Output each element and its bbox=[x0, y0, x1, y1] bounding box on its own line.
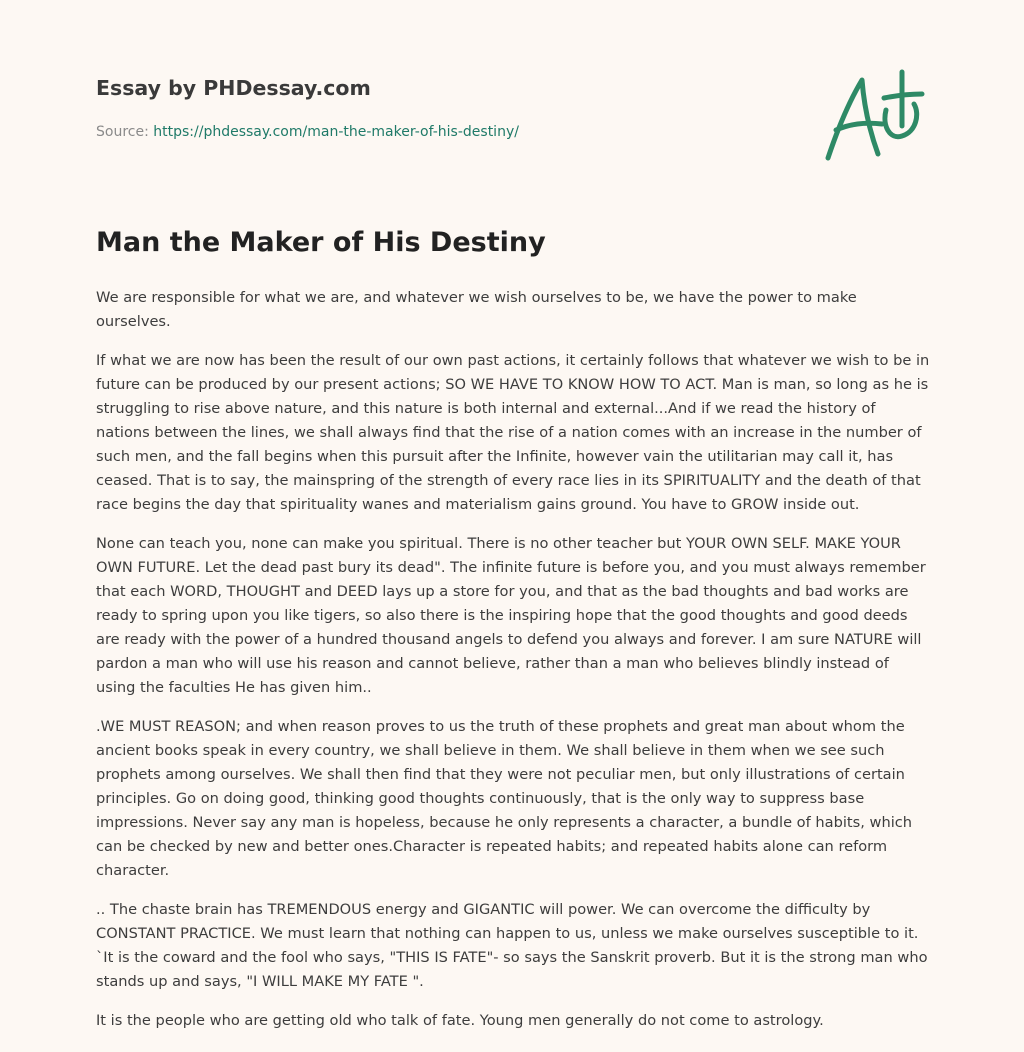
essay-paragraph: We are responsible for what we are, and whatever we wish ourselves to be, we have the power to make ourselves. bbox=[96, 289, 857, 330]
essay-paragraph: .. The chaste brain has TREMENDOUS energy and GIGANTIC will power. We can overcome the difficulty by CONSTANT PRACTICE. We must learn that nothing can happen to us, unless we make ourselves susceptible to it. `It is the coward and the fool who says, "THIS IS FATE"- so says the Sanskrit proverb. But it is the strong man who stands up and says, "I WILL MAKE MY FATE ". bbox=[96, 901, 928, 990]
source-link[interactable]: https://phdessay.com/man-the-maker-of-his-destiny/ bbox=[153, 124, 519, 140]
essay-title: Man the Maker of His Destiny bbox=[96, 227, 546, 258]
essay-body bbox=[96, 286, 930, 1048]
essay-paragraph: .WE MUST REASON; and when reason proves to us the truth of these prophets and great man about whom the ancient books speak in every country, we shall believe in them. We shall believe in them when we see such prophets among ourselves. We shall then find that they were not peculiar men, but only illustrations of certain principles. Go on doing good, thinking good thoughts continuously, that is the only way to suppress base impressions. Never say any man is hopeless, because he only represents a character, a bundle of habits, which can be checked by new and better ones.Character is repeated habits; and repeated habits alone can reform character. bbox=[96, 718, 913, 879]
essay-paragraph: If what we are now has been the result of our own past actions, it certainly follows that whatever we wish to be in future can be produced by our present actions; SO WE HAVE TO KNOW HOW TO ACT. Man is man, so long as he is struggling to rise above nature, and this nature is both internal and external...And if we read the history of nations between the lines, we shall always find that the rise of a nation comes with an increase in the number of such men, and the fall begins when this pursuit after the Infinite, however vain the utilitarian may call it, has ceased. That is to say, the mainspring of the strength of every race lies in its SPIRITUALITY and the death of that race begins the day that spirituality wanes and materialism gains ground. You have to GROW inside out. bbox=[96, 352, 930, 513]
source-label: Source: bbox=[96, 124, 149, 140]
site-title: Essay by PHDessay.com bbox=[96, 76, 371, 100]
a-plus-logo-icon bbox=[824, 66, 928, 166]
essay-paragraph: It is the people who are getting old who talk of fate. Young men generally do not come to astrology. bbox=[96, 1012, 824, 1029]
source-line bbox=[96, 124, 519, 140]
essay-paragraph: None can teach you, none can make you spiritual. There is no other teacher but YOUR OWN SELF. MAKE YOUR OWN FUTURE. Let the dead past bury its dead". The infinite future is before you, and you must always remember that each WORD, THOUGHT and DEED lays up a store for you, and that as the bad thoughts and bad works are ready to spring upon you like tigers, so also there is the inspiring hope that the good thoughts and good deeds are ready with the power of a hundred thousand angels to defend you always and forever. I am sure NATURE will pardon a man who will use his reason and cannot believe, rather than a man who believes blindly instead of using the faculties He has given him.. bbox=[96, 535, 926, 696]
